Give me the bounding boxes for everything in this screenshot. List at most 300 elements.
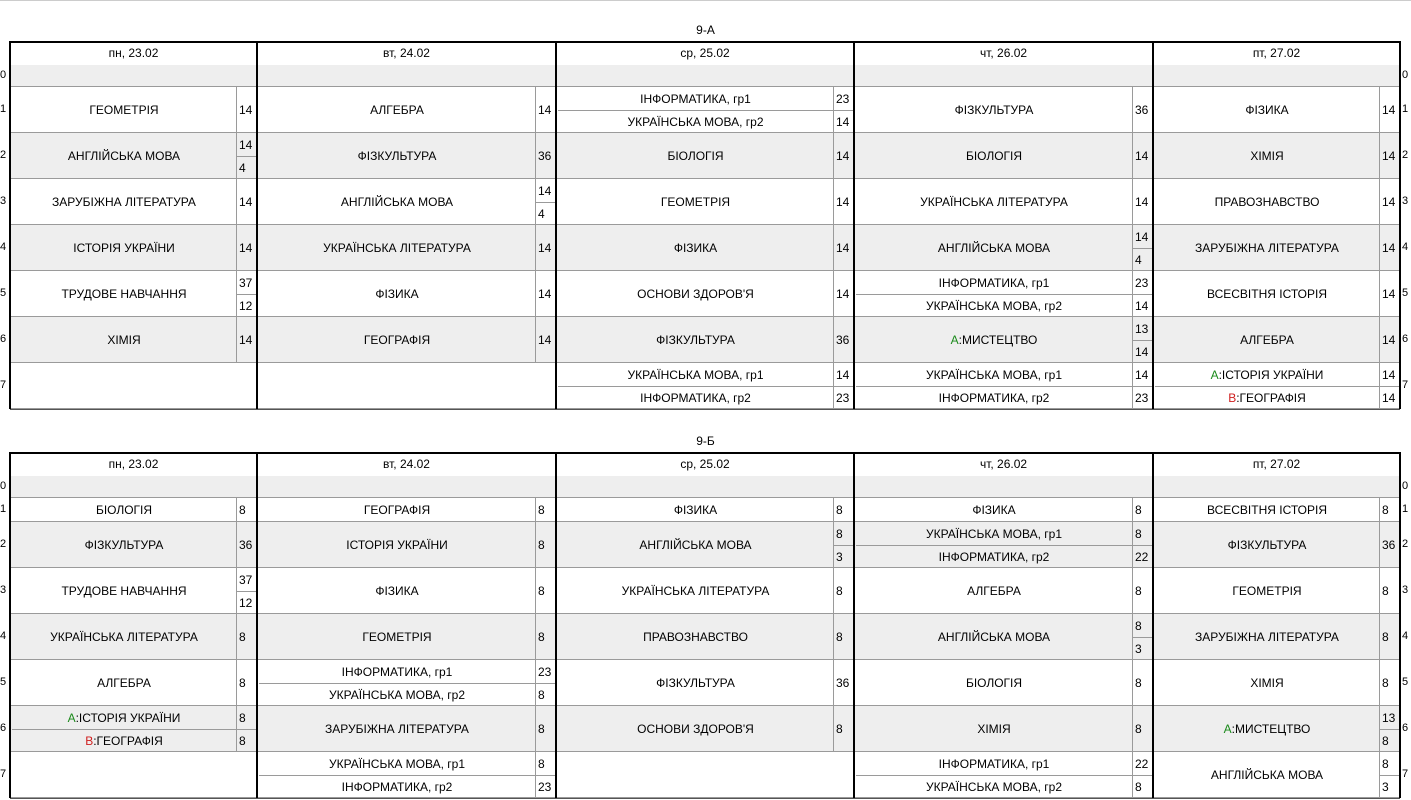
subject-name: ПРАВОЗНАВСТВО (1214, 195, 1320, 209)
room-number: 8 (1379, 729, 1400, 752)
room-number: 14 (1379, 363, 1400, 386)
subcell-divider (856, 386, 1153, 387)
lesson-cell[interactable] (1155, 179, 1379, 225)
group-prefix: А (950, 333, 959, 347)
period-number-right: 0 (1402, 480, 1409, 492)
room-number: 8 (833, 614, 854, 660)
period-number: 2 (0, 538, 7, 550)
subject-name: ГЕОМЕТРІЯ (89, 103, 159, 117)
room-number: 12 (236, 294, 257, 317)
subject-name: БІОЛОГІЯ (965, 149, 1023, 163)
lesson-cell[interactable] (558, 271, 833, 317)
room-number: 12 (236, 591, 257, 614)
lesson-cell[interactable] (259, 614, 535, 660)
subject-name: ОСНОВИ ЗДОРОВ'Я (637, 722, 754, 736)
lesson-cell[interactable] (1155, 660, 1379, 706)
subcell-divider (856, 294, 1153, 295)
period-number-right: 1 (1402, 103, 1409, 115)
room-number: 14 (236, 317, 257, 363)
subject-name: АЛГЕБРА (1240, 333, 1294, 347)
room-number: 23 (535, 775, 556, 798)
room-number: 8 (535, 498, 556, 522)
lesson-cell[interactable] (259, 522, 535, 568)
room-divider (236, 294, 257, 295)
room-divider (833, 545, 854, 546)
period-number-right: 0 (1402, 69, 1409, 81)
lesson-cell[interactable] (856, 179, 1132, 225)
lesson-cell[interactable] (856, 614, 1132, 660)
prefix-separator: : (1231, 722, 1235, 736)
subject-name: УКРАЇНСЬКА МОВА, гр2 (328, 687, 466, 702)
room-number: 36 (236, 522, 257, 568)
subject-name: ЗАРУБІЖНА ЛІТЕРАТУРА (52, 195, 196, 209)
room-number: 8 (833, 568, 854, 614)
subject-name: АНГЛІЙСЬКА МОВА (937, 241, 1051, 255)
room-number: 14 (1132, 225, 1153, 248)
room-number: 22 (1132, 545, 1153, 568)
lesson-cell[interactable] (856, 660, 1132, 706)
period-number: 0 (0, 480, 7, 492)
subject-name: ГЕОМЕТРІЯ (660, 195, 731, 209)
room-number: 14 (1379, 317, 1400, 363)
lesson-cell[interactable] (1155, 87, 1379, 133)
period-number: 5 (0, 287, 7, 299)
room-number: 14 (1379, 87, 1400, 133)
subcell-divider (558, 110, 854, 111)
period-number-right: 5 (1402, 676, 1409, 688)
lesson-cell[interactable] (1155, 706, 1379, 752)
subject-name: ХІМІЯ (1250, 149, 1284, 163)
room-number: 8 (535, 614, 556, 660)
lesson-cell[interactable] (259, 706, 535, 752)
subject-name: ХІМІЯ (107, 333, 141, 347)
room-number: 14 (833, 271, 854, 317)
room-number: 8 (833, 706, 854, 752)
subject-name: ІНФОРМАТИКА, гр2 (640, 390, 751, 405)
room-number: 14 (1379, 179, 1400, 225)
room-divider (535, 202, 556, 203)
room-divider (1132, 637, 1153, 638)
room-divider (1132, 248, 1153, 249)
room-number: 36 (833, 660, 854, 706)
room-divider (236, 156, 257, 157)
subject-name: ІСТОРІЯ УКРАЇНИ (1221, 367, 1324, 382)
period-number-right: 4 (1402, 241, 1409, 253)
subject-name: АЛГЕБРА (97, 676, 151, 690)
subject-name: УКРАЇНСЬКА ЛІТЕРАТУРА (323, 241, 471, 255)
subject-name: ГЕОГРАФІЯ (96, 733, 163, 748)
room-number: 14 (535, 225, 556, 271)
room-number: 14 (535, 271, 556, 317)
room-number: 23 (535, 660, 556, 683)
subject-name: ІНФОРМАТИКА, гр2 (938, 549, 1050, 564)
room-number: 8 (535, 568, 556, 614)
day-header: ср, 25.02 (556, 41, 854, 67)
room-number: 14 (833, 225, 854, 271)
table-bottom (10, 409, 1400, 410)
lesson-cell[interactable] (1155, 271, 1379, 317)
subject-name: АНГЛІЙСЬКА МОВА (639, 538, 752, 552)
table-bottom (10, 798, 1400, 799)
room-number: 3 (833, 545, 854, 568)
column-divider (555, 41, 557, 409)
room-number: 8 (236, 706, 257, 729)
lesson-cell[interactable] (12, 729, 236, 752)
lesson-cell[interactable] (558, 660, 833, 706)
subject-name: ЗАРУБІЖНА ЛІТЕРАТУРА (1195, 241, 1339, 255)
lesson-cell[interactable] (12, 660, 236, 706)
lesson-cell[interactable] (856, 545, 1132, 568)
subject-name: ФІЗИКА (972, 503, 1016, 517)
lesson-cell[interactable] (1155, 225, 1379, 271)
lesson-cell[interactable] (558, 363, 833, 386)
day-header: пт, 27.02 (1153, 41, 1400, 67)
room-number: 8 (535, 683, 556, 706)
day-header: чт, 26.02 (854, 452, 1153, 478)
lesson-cell[interactable] (259, 271, 535, 317)
period-number: 1 (0, 503, 7, 515)
room-number: 4 (1132, 248, 1153, 271)
subject-name: АЛГЕБРА (967, 584, 1021, 598)
column-divider (853, 452, 855, 798)
room-number: 14 (1379, 225, 1400, 271)
lesson-cell[interactable] (1155, 752, 1379, 798)
subject-name: УКРАЇНСЬКА МОВА, гр2 (925, 779, 1063, 794)
room-number: 8 (236, 660, 257, 706)
lesson-cell[interactable] (856, 568, 1132, 614)
room-number: 13 (1379, 706, 1400, 729)
room-number: 14 (833, 179, 854, 225)
subject-name: ФІЗИКА (673, 241, 718, 255)
room-number: 14 (1132, 179, 1153, 225)
subject-name: УКРАЇНСЬКА МОВА, гр1 (328, 756, 466, 771)
lesson-cell[interactable] (259, 317, 535, 363)
lesson-cell[interactable] (12, 522, 236, 568)
column-divider (1399, 41, 1401, 409)
row-background (10, 65, 1400, 87)
lesson-cell[interactable] (1155, 386, 1379, 409)
room-number: 14 (236, 179, 257, 225)
lesson-cell[interactable] (856, 133, 1132, 179)
subject-name: ІНФОРМАТИКА, гр1 (640, 91, 751, 106)
room-number: 36 (1379, 522, 1400, 568)
lesson-cell[interactable] (259, 752, 535, 775)
subject-name: ІСТОРІЯ УКРАЇНИ (78, 710, 181, 725)
prefix-separator: : (1236, 390, 1240, 405)
period-number-right: 2 (1402, 538, 1409, 550)
day-header: вт, 24.02 (257, 452, 556, 478)
lesson-cell[interactable] (1155, 363, 1379, 386)
room-number: 4 (535, 202, 556, 225)
subcell-divider (1155, 386, 1400, 387)
lesson-cell[interactable] (558, 225, 833, 271)
lesson-cell[interactable] (856, 752, 1132, 775)
period-number: 3 (0, 195, 7, 207)
lesson-cell[interactable] (856, 386, 1132, 409)
day-header: вт, 24.02 (257, 41, 556, 67)
subject-name: УКРАЇНСЬКА МОВА, гр1 (925, 367, 1063, 382)
period-number: 5 (0, 676, 7, 688)
period-number: 0 (0, 69, 7, 81)
room-number: 8 (1132, 775, 1153, 798)
lesson-cell[interactable] (856, 522, 1132, 545)
room-number: 8 (1132, 522, 1153, 545)
lesson-cell[interactable] (558, 568, 833, 614)
room-number: 4 (236, 156, 257, 179)
room-number: 14 (1379, 133, 1400, 179)
room-number: 14 (236, 225, 257, 271)
subject-name: УКРАЇНСЬКА ЛІТЕРАТУРА (920, 195, 1068, 209)
room-number: 8 (1132, 498, 1153, 522)
room-number: 23 (833, 87, 854, 110)
room-number: 14 (1132, 133, 1153, 179)
subject-name: ІНФОРМАТИКА, гр1 (938, 275, 1050, 290)
subject-name: ІНФОРМАТИКА, гр1 (341, 664, 453, 679)
room-number: 36 (1132, 87, 1153, 133)
subject-name: УКРАЇНСЬКА МОВА, гр1 (627, 367, 764, 382)
room-divider (1379, 729, 1400, 730)
room-number: 14 (236, 87, 257, 133)
lesson-cell[interactable] (558, 522, 833, 568)
subcell-divider (856, 545, 1153, 546)
lesson-cell[interactable] (558, 614, 833, 660)
column-divider (853, 41, 855, 409)
lesson-cell[interactable] (12, 87, 236, 133)
room-number: 36 (535, 133, 556, 179)
lesson-cell[interactable] (856, 225, 1132, 271)
period-number-right: 6 (1402, 722, 1409, 734)
prefix-separator: : (1218, 367, 1222, 382)
lesson-cell[interactable] (856, 706, 1132, 752)
period-number-right: 3 (1402, 584, 1409, 596)
room-number: 3 (1379, 775, 1400, 798)
column-divider (1152, 41, 1154, 409)
lesson-cell[interactable] (259, 498, 535, 522)
lesson-cell[interactable] (259, 775, 535, 798)
subject-name: ОСНОВИ ЗДОРОВ'Я (637, 287, 754, 301)
room-number: 23 (833, 386, 854, 409)
room-number: 14 (1132, 363, 1153, 386)
lesson-cell[interactable] (12, 271, 236, 317)
subject-name: ХІМІЯ (1250, 676, 1284, 690)
subject-name: УКРАЇНСЬКА МОВА, гр1 (925, 526, 1063, 541)
subject-name: МИСТЕЦТВО (961, 333, 1038, 347)
lesson-cell[interactable] (1155, 614, 1379, 660)
subject-name: ЗАРУБІЖНА ЛІТЕРАТУРА (1195, 630, 1339, 644)
lesson-cell[interactable] (558, 386, 833, 409)
room-number: 14 (535, 317, 556, 363)
subject-name: УКРАЇНСЬКА ЛІТЕРАТУРА (50, 630, 198, 644)
room-number: 8 (535, 706, 556, 752)
row-background (10, 476, 1400, 498)
group-prefix: А (67, 710, 76, 725)
room-number: 8 (236, 614, 257, 660)
lesson-cell[interactable] (1155, 522, 1379, 568)
subcell-divider (259, 775, 556, 776)
lesson-cell[interactable] (558, 498, 833, 522)
lesson-cell[interactable] (1155, 133, 1379, 179)
period-number-right: 1 (1402, 503, 1409, 515)
lesson-cell[interactable] (12, 317, 236, 363)
subject-name: ФІЗКУЛЬТУРА (954, 103, 1034, 117)
lesson-cell[interactable] (558, 317, 833, 363)
subject-name: ФІЗКУЛЬТУРА (656, 333, 735, 347)
lesson-cell[interactable] (856, 294, 1132, 317)
room-number: 14 (833, 110, 854, 133)
subject-name: ФІЗКУЛЬТУРА (84, 538, 164, 552)
subject-name: ФІЗИКА (375, 584, 419, 598)
room-number: 14 (535, 179, 556, 202)
room-number: 37 (236, 568, 257, 591)
period-number-right: 7 (1402, 379, 1409, 391)
day-header: ср, 25.02 (556, 452, 854, 478)
lesson-cell[interactable] (12, 179, 236, 225)
subject-name: ТРУДОВЕ НАВЧАННЯ (61, 287, 187, 301)
room-number: 8 (236, 498, 257, 522)
lesson-cell[interactable] (1155, 317, 1379, 363)
lesson-cell[interactable] (856, 317, 1132, 363)
period-number-right: 5 (1402, 287, 1409, 299)
subject-name: ФІЗИКА (673, 503, 718, 517)
subject-name: АНГЛІЙСЬКА МОВА (67, 149, 181, 163)
subject-name: УКРАЇНСЬКА ЛІТЕРАТУРА (621, 584, 770, 598)
subject-name: ІНФОРМАТИКА, гр1 (938, 756, 1050, 771)
lesson-cell[interactable] (12, 498, 236, 522)
room-number: 8 (236, 729, 257, 752)
group-prefix: А (1210, 367, 1219, 382)
class-title: 9-А (696, 23, 715, 37)
period-number: 1 (0, 103, 7, 115)
period-number-right: 2 (1402, 149, 1409, 161)
room-number: 8 (1132, 706, 1153, 752)
room-number: 8 (1132, 660, 1153, 706)
subject-name: ФІЗИКА (375, 287, 419, 301)
group-prefix: В (1228, 390, 1237, 405)
subject-name: ВСЕСВІТНЯ ІСТОРІЯ (1206, 503, 1327, 517)
subject-name: ГЕОГРАФІЯ (363, 503, 431, 517)
lesson-cell[interactable] (558, 87, 833, 110)
prefix-separator: : (93, 733, 97, 748)
lesson-cell[interactable] (558, 706, 833, 752)
subject-name: ТРУДОВЕ НАВЧАННЯ (61, 584, 187, 598)
subject-name: ФІЗИКА (1245, 103, 1289, 117)
period-number: 7 (0, 379, 7, 391)
column-divider (256, 41, 258, 409)
room-number: 8 (833, 522, 854, 545)
room-number: 14 (833, 133, 854, 179)
subject-name: АНГЛІЙСЬКА МОВА (1210, 768, 1324, 782)
room-number: 8 (1132, 568, 1153, 614)
subcell-divider (856, 775, 1153, 776)
room-number: 14 (1379, 271, 1400, 317)
subcell-divider (12, 729, 257, 730)
group-prefix: В (85, 733, 94, 748)
lesson-cell[interactable] (856, 775, 1132, 798)
subject-name: ІСТОРІЯ УКРАЇНИ (73, 241, 175, 255)
lesson-cell[interactable] (259, 660, 535, 683)
room-number: 14 (1132, 294, 1153, 317)
subject-name: ХІМІЯ (977, 722, 1011, 736)
column-divider (9, 41, 11, 409)
room-number: 14 (535, 87, 556, 133)
subject-name: АНГЛІЙСЬКА МОВА (340, 195, 454, 209)
subject-name: ВСЕСВІТНЯ ІСТОРІЯ (1206, 287, 1327, 301)
period-number-right: 7 (1402, 768, 1409, 780)
room-number: 8 (1379, 568, 1400, 614)
subject-name: УКРАЇНСЬКА МОВА, гр2 (627, 114, 764, 129)
column-divider (9, 452, 11, 798)
prefix-separator: : (958, 333, 962, 347)
subject-name: МИСТЕЦТВО (1234, 722, 1311, 736)
lesson-cell[interactable] (558, 179, 833, 225)
lesson-cell[interactable] (1155, 568, 1379, 614)
lesson-cell[interactable] (558, 110, 833, 133)
lesson-cell[interactable] (856, 363, 1132, 386)
subject-name: ФІЗКУЛЬТУРА (357, 149, 437, 163)
room-number: 8 (535, 522, 556, 568)
prefix-separator: : (75, 710, 79, 725)
room-number: 3 (1132, 637, 1153, 660)
day-header: пт, 27.02 (1153, 452, 1400, 478)
lesson-cell[interactable] (12, 614, 236, 660)
day-header: пн, 23.02 (10, 452, 257, 478)
period-number-right: 6 (1402, 333, 1409, 345)
subject-name: АЛГЕБРА (370, 103, 424, 117)
subcell-divider (259, 683, 556, 684)
subject-name: ІНФОРМАТИКА, гр2 (938, 390, 1050, 405)
lesson-cell[interactable] (12, 133, 236, 179)
column-divider (1399, 452, 1401, 798)
lesson-cell[interactable] (12, 568, 236, 614)
room-number: 8 (1132, 614, 1153, 637)
lesson-cell[interactable] (12, 225, 236, 271)
room-number: 8 (1379, 660, 1400, 706)
class-title: 9-Б (696, 434, 715, 448)
subject-name: ІНФОРМАТИКА, гр2 (341, 779, 453, 794)
lesson-cell[interactable] (558, 133, 833, 179)
room-number: 8 (535, 752, 556, 775)
subject-name: ПРАВОЗНАВСТВО (643, 630, 748, 644)
room-divider (1132, 340, 1153, 341)
subject-name: ГЕОМЕТРІЯ (362, 630, 432, 644)
column-divider (1152, 452, 1154, 798)
lesson-cell[interactable] (259, 87, 535, 133)
subject-name: ЗАРУБІЖНА ЛІТЕРАТУРА (325, 722, 469, 736)
lesson-cell[interactable] (856, 271, 1132, 294)
room-number: 23 (1132, 271, 1153, 294)
lesson-cell[interactable] (259, 568, 535, 614)
room-number: 14 (833, 363, 854, 386)
subject-name: ГЕОГРАФІЯ (1239, 390, 1306, 405)
subject-name: ФІЗКУЛЬТУРА (1227, 538, 1307, 552)
subject-name: БІОЛОГІЯ (95, 503, 153, 517)
lesson-cell[interactable] (259, 179, 535, 225)
period-number-right: 3 (1402, 195, 1409, 207)
period-number-right: 4 (1402, 630, 1409, 642)
period-number: 3 (0, 584, 7, 596)
lesson-cell[interactable] (856, 87, 1132, 133)
group-prefix: А (1223, 722, 1232, 736)
lesson-cell[interactable] (259, 683, 535, 706)
lesson-cell[interactable] (1155, 498, 1379, 522)
subject-name: ФІЗКУЛЬТУРА (656, 676, 735, 690)
lesson-cell[interactable] (259, 225, 535, 271)
lesson-cell[interactable] (259, 133, 535, 179)
lesson-cell[interactable] (12, 706, 236, 729)
subject-name: УКРАЇНСЬКА МОВА, гр2 (925, 298, 1063, 313)
room-number: 37 (236, 271, 257, 294)
lesson-cell[interactable] (856, 498, 1132, 522)
